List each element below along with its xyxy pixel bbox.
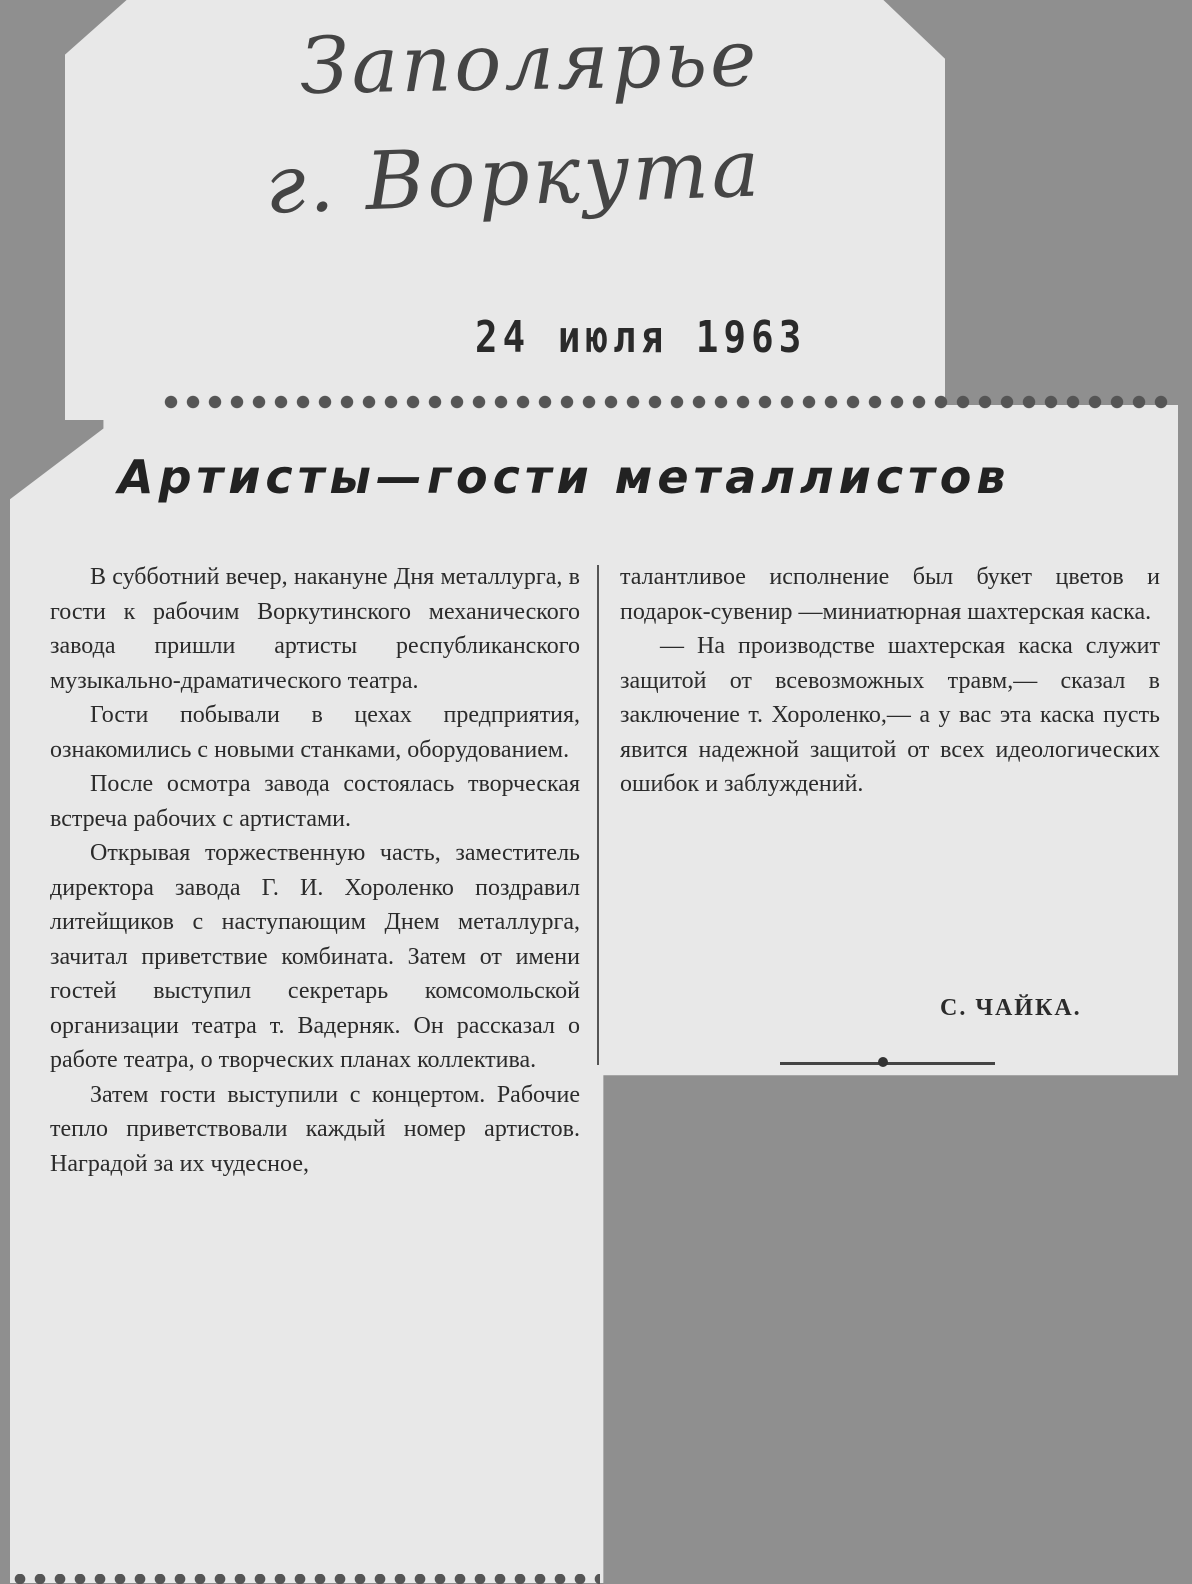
- article-headline: Артисты—гости металлистов: [118, 450, 1011, 504]
- article-column-left: [50, 560, 580, 1181]
- dotted-rule: [160, 395, 1170, 409]
- paragraph: Открывая торжественную часть, заместитель директора завода Г. И. Хороленко поздравил литейщиков с наступающим Днем металлурга, зачитал приветствие комбината. Затем от имени гостей выступил секретарь комсомольской организации театра т. Вадерняк. Он рассказал о работе театра, о творческих планах коллектива.: [50, 840, 580, 1073]
- handwritten-city: г. Воркута: [263, 121, 764, 232]
- end-rule: [780, 1062, 995, 1065]
- paragraph: — На производстве шахтерская каска служит защитой от всевозможных травм,— сказал в заключение т. Хороленко,— а у вас эта каска пусть явится надежной защитой от всех идеологических ошибок и заблуждений.: [620, 633, 1160, 797]
- paragraph: талантливое исполнение был букет цветов и подарок-сувенир —миниатюрная шахтерская каска.: [620, 564, 1160, 625]
- paragraph: В субботний вечер, накануне Дня металлурга, в гости к рабочим Воркутинского механического завода пришли артисты республиканского музыкально-драматического театра.: [50, 564, 580, 694]
- author-signature: С. ЧАЙКА.: [940, 995, 1082, 1021]
- column-divider: [597, 565, 599, 1065]
- paragraph: Гости побывали в цехах предприятия, ознакомились с новыми станками, оборудованием.: [50, 702, 580, 763]
- handwritten-newspaper-name: Заполярье: [299, 14, 760, 112]
- article-column-right: [620, 560, 1160, 802]
- date-stamp: 24 июля 1963: [475, 312, 807, 363]
- paragraph: Затем гости выступили с концертом. Рабочие тепло приветствовали каждый номер артистов. Наградой за их чудесное,: [50, 1081, 580, 1177]
- paragraph: После осмотра завода состоялась творческая встреча рабочих с артистами.: [50, 771, 580, 832]
